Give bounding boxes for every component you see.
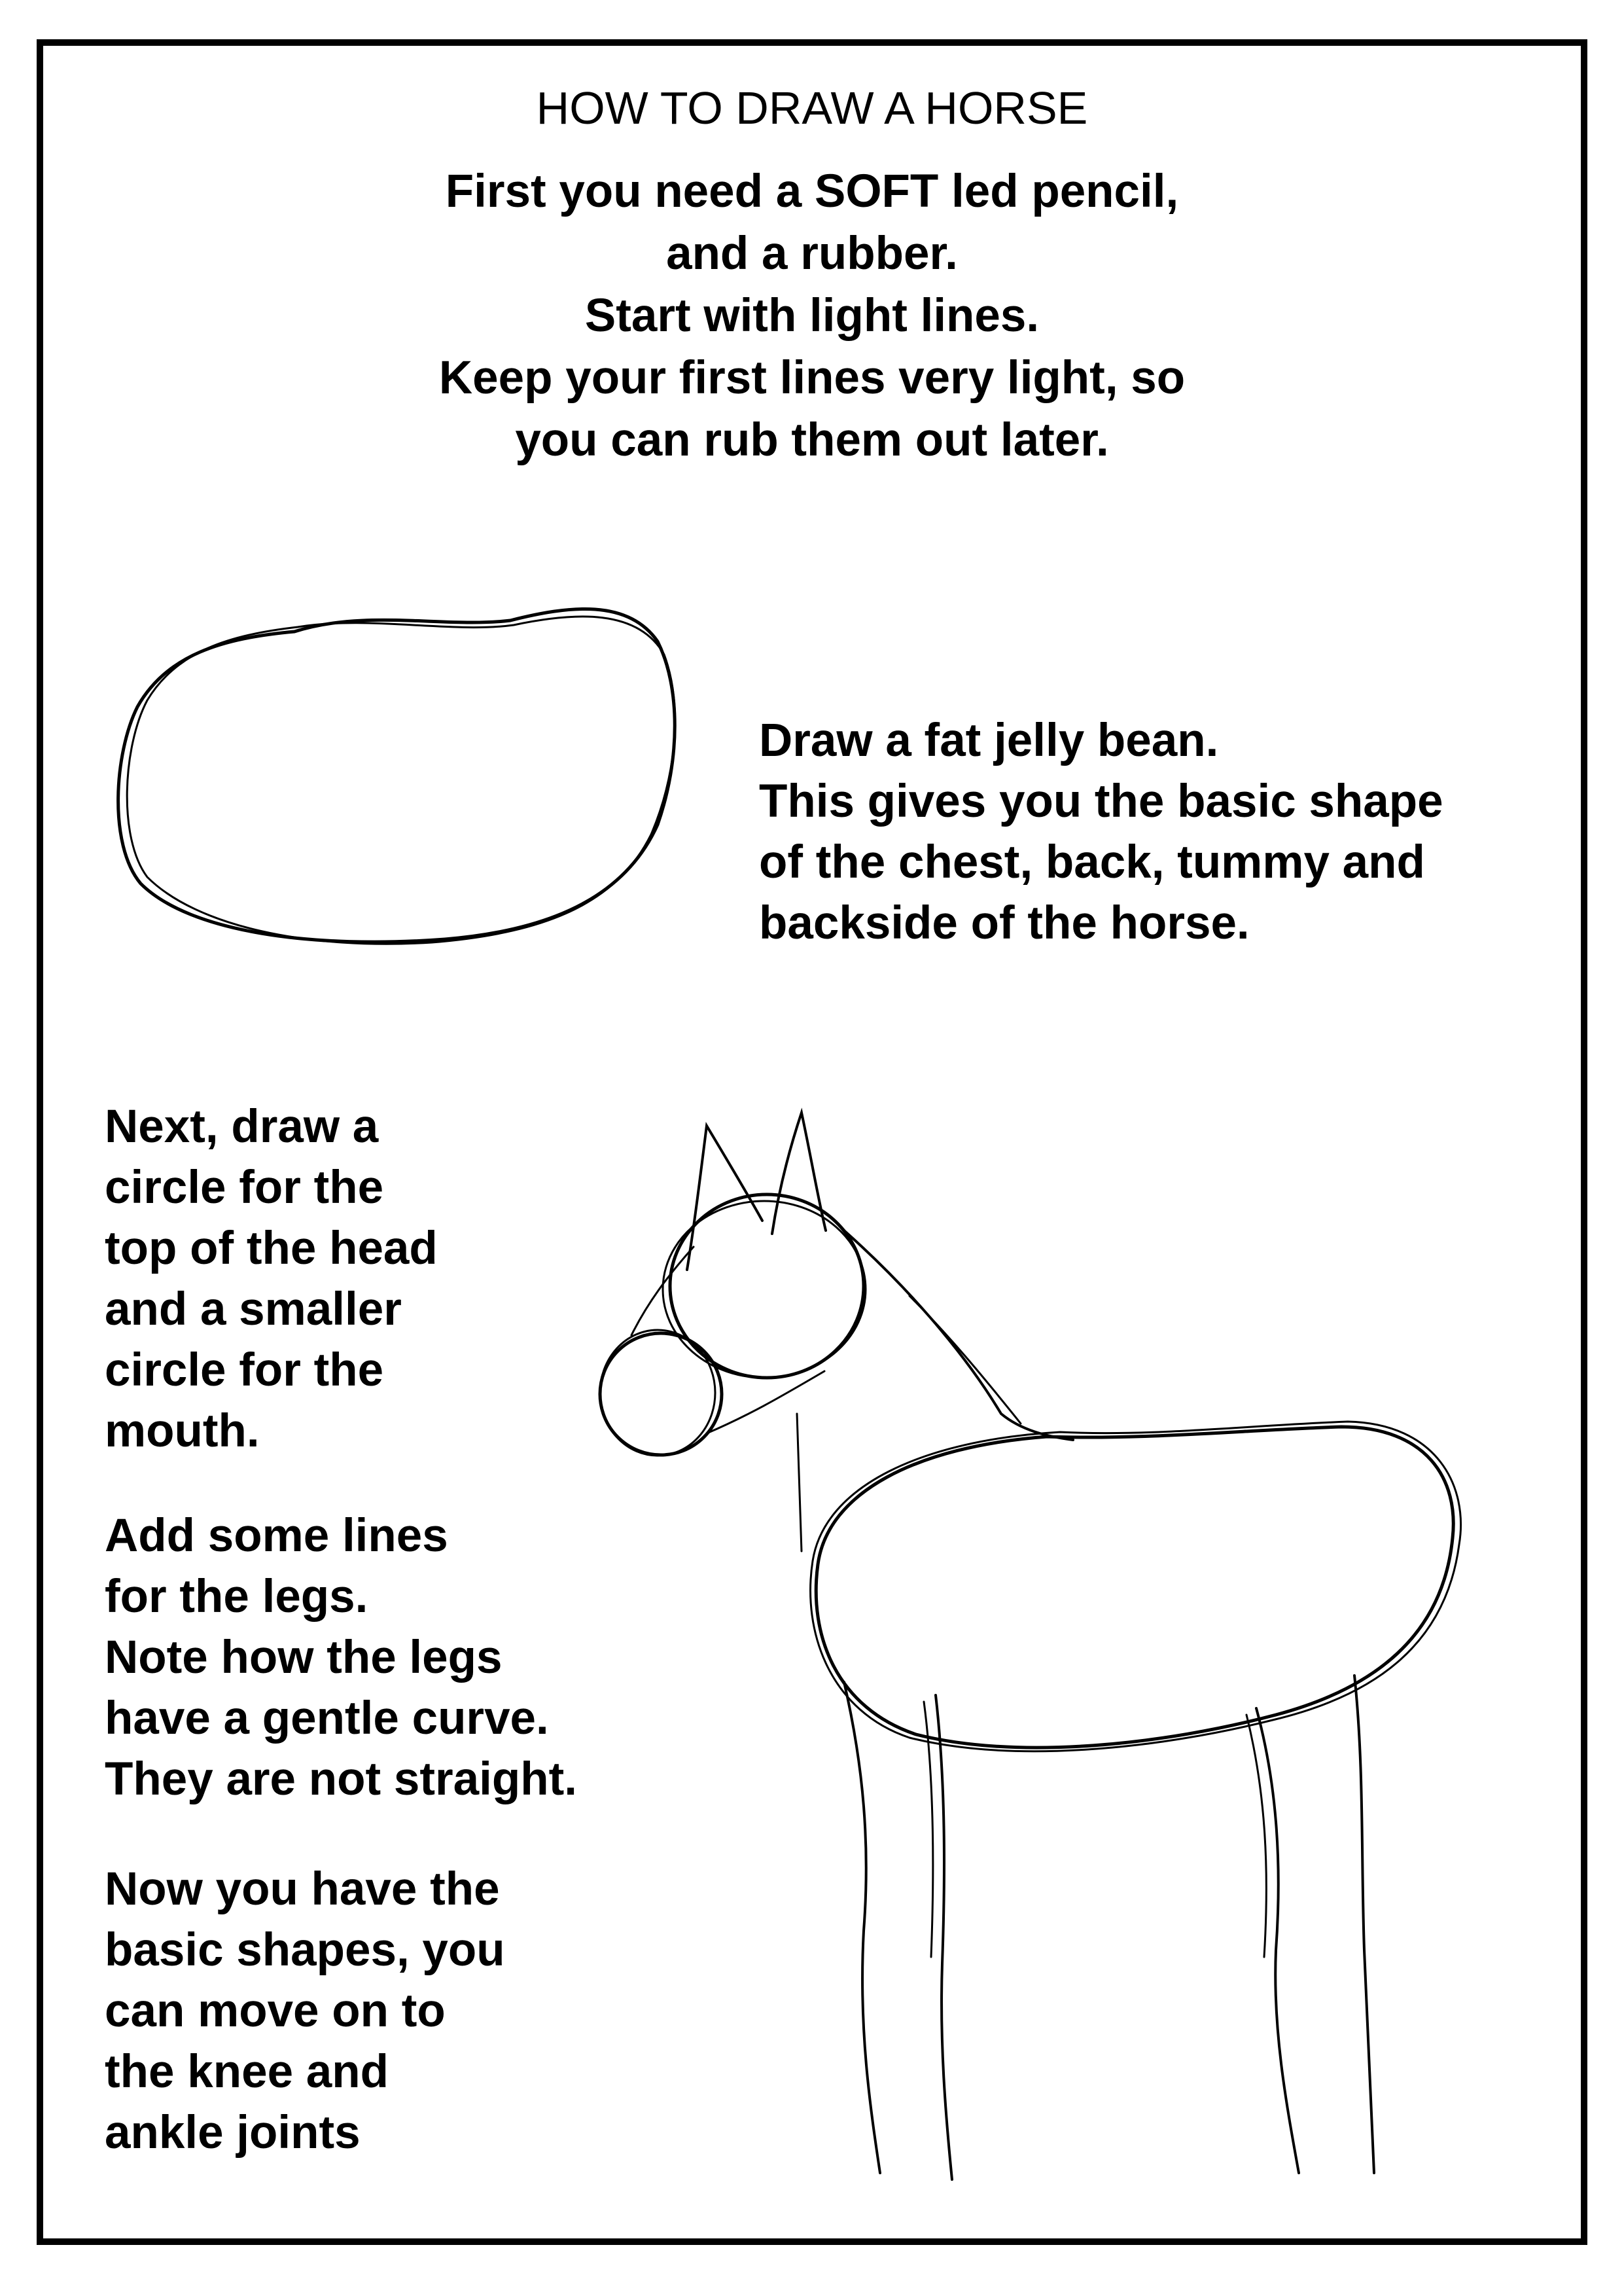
intro-line: First you need a SOFT led pencil, xyxy=(445,166,1179,217)
step-line: the knee and xyxy=(105,2046,389,2098)
step-line: Next, draw a xyxy=(105,1101,379,1153)
step-line: Draw a fat jelly bean. xyxy=(759,715,1219,766)
step-line: Note how the legs xyxy=(105,1632,503,1683)
step-line: ankle joints xyxy=(105,2107,361,2159)
step-legs-text xyxy=(105,1505,577,1810)
step-line: top of the head xyxy=(105,1223,438,1274)
step-line: can move on to xyxy=(105,1985,446,2037)
page-title: HOW TO DRAW A HORSE xyxy=(536,82,1088,134)
step-line: They are not straight. xyxy=(105,1753,577,1805)
step-line: of the chest, back, tummy and xyxy=(759,836,1425,888)
step-line: Now you have the xyxy=(105,1863,500,1915)
intro-line: Start with light lines. xyxy=(584,290,1040,342)
step-line: circle for the xyxy=(105,1162,384,1213)
step-line: and a smaller xyxy=(105,1283,402,1335)
step-bean-text xyxy=(759,710,1443,954)
step-next-text xyxy=(105,1859,505,2163)
intro-text xyxy=(0,160,1624,471)
step-line: have a gentle curve. xyxy=(105,1693,549,1744)
step-line: Add some lines xyxy=(105,1510,448,1562)
step-line: This gives you the basic shape xyxy=(759,776,1443,827)
step-line: circle for the xyxy=(105,1344,384,1396)
step-line: backside of the horse. xyxy=(759,897,1250,949)
step-head-text xyxy=(105,1096,438,1462)
intro-line: you can rub them out later. xyxy=(515,414,1109,466)
intro-line: Keep your first lines very light, so xyxy=(438,352,1186,404)
step-line: basic shapes, you xyxy=(105,1924,505,1976)
step-line: for the legs. xyxy=(105,1571,368,1623)
intro-line: and a rubber. xyxy=(666,228,958,279)
step-line: mouth. xyxy=(105,1405,260,1457)
